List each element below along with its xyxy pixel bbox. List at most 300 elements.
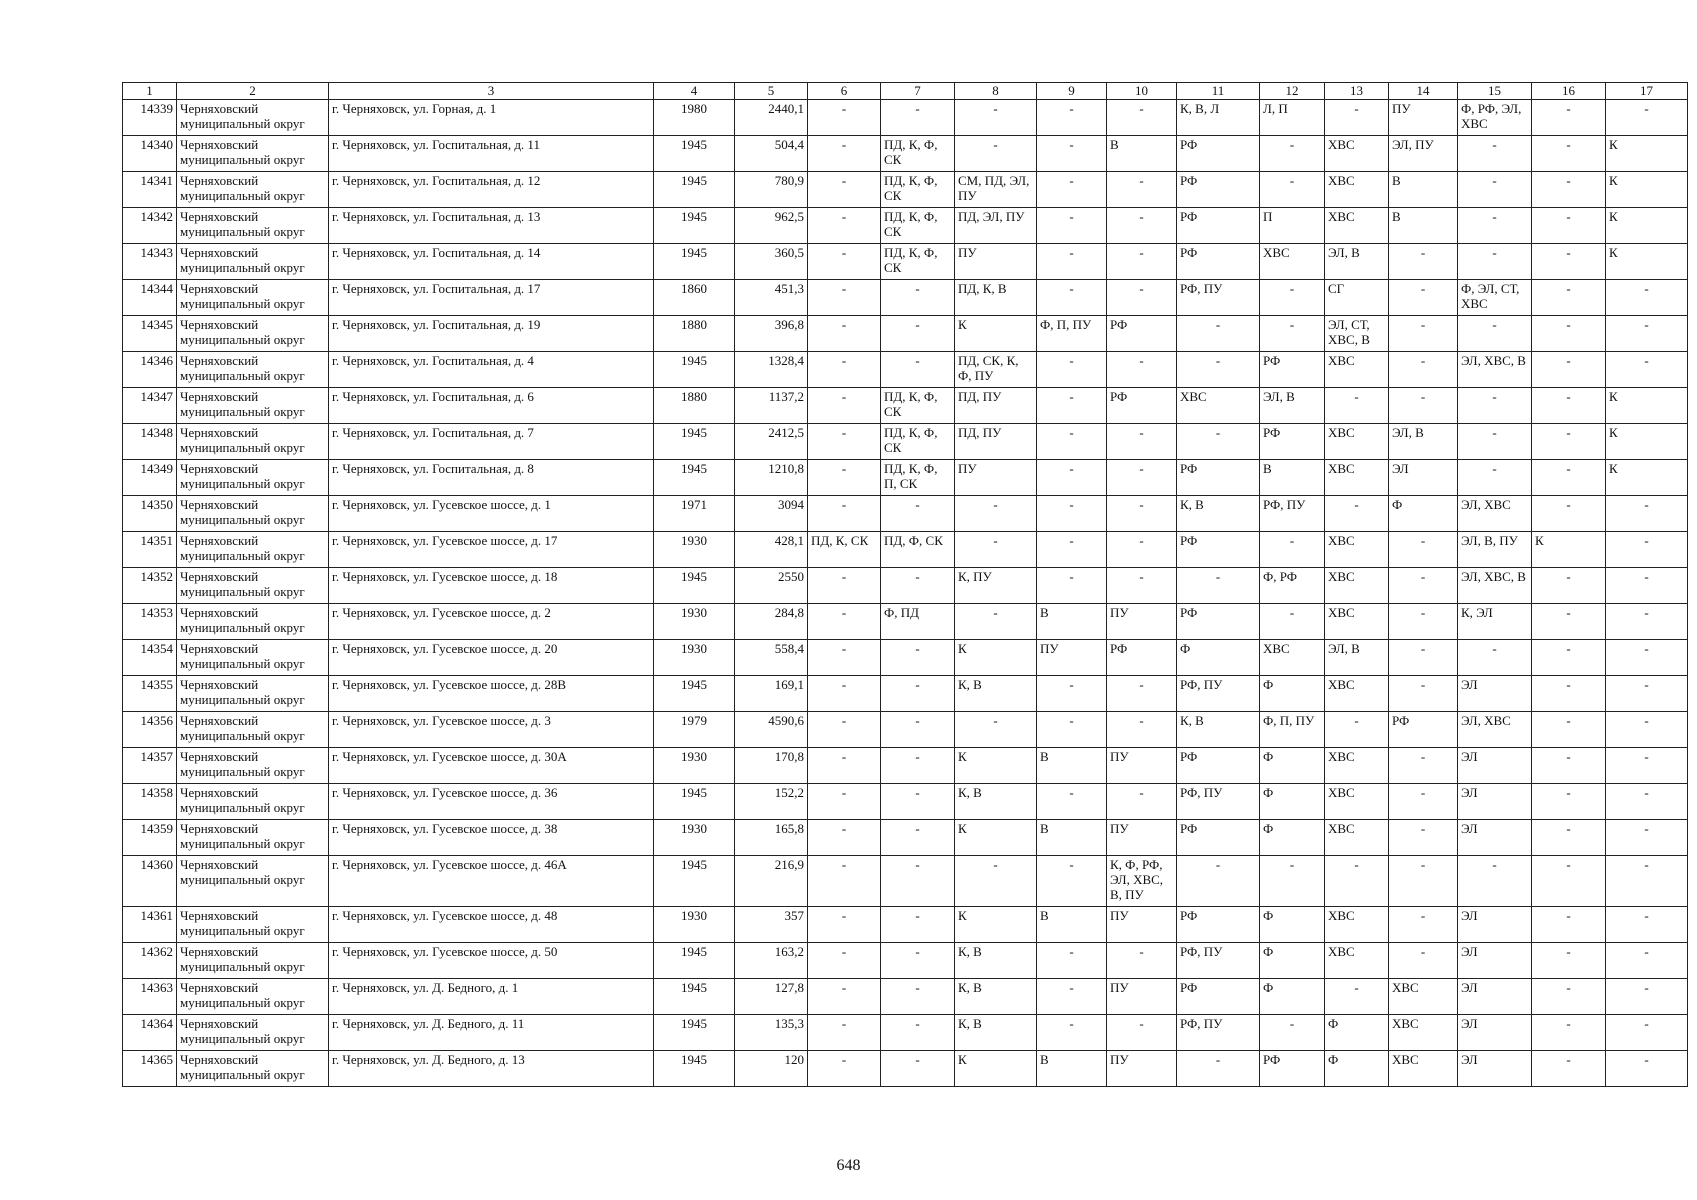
cell-col-16: -: [1532, 1051, 1606, 1087]
cell-col-1: 14346: [123, 352, 177, 388]
cell-col-2: Черняховский муниципальный округ: [177, 388, 329, 424]
cell-col-6: -: [808, 943, 881, 979]
cell-col-7: -: [881, 280, 955, 316]
column-header-5: 5: [735, 83, 808, 100]
cell-col-9: -: [1037, 712, 1107, 748]
cell-col-17: К: [1606, 136, 1688, 172]
cell-col-7: -: [881, 907, 955, 943]
cell-col-1: 14349: [123, 460, 177, 496]
cell-col-9: В: [1037, 604, 1107, 640]
cell-col-11: К, В, Л: [1177, 100, 1260, 136]
cell-col-9: ПУ: [1037, 640, 1107, 676]
cell-col-10: -: [1107, 100, 1177, 136]
cell-col-5: 120: [735, 1051, 808, 1087]
cell-col-9: В: [1037, 748, 1107, 784]
cell-col-3: г. Черняховск, ул. Гусевское шоссе, д. 20: [329, 640, 654, 676]
cell-col-16: -: [1532, 907, 1606, 943]
cell-col-11: РФ: [1177, 979, 1260, 1015]
cell-col-7: ПД, К, Ф, СК: [881, 172, 955, 208]
cell-col-8: ПУ: [955, 244, 1037, 280]
cell-col-16: -: [1532, 136, 1606, 172]
table-row: [123, 1051, 1688, 1087]
cell-col-3: г. Черняховск, ул. Д. Бедного, д. 1: [329, 979, 654, 1015]
cell-col-14: -: [1389, 820, 1458, 856]
cell-col-5: 451,3: [735, 280, 808, 316]
cell-col-6: -: [808, 172, 881, 208]
cell-col-1: 14353: [123, 604, 177, 640]
cell-col-10: ПУ: [1107, 748, 1177, 784]
cell-col-1: 14344: [123, 280, 177, 316]
cell-col-1: 14339: [123, 100, 177, 136]
table-row: [123, 784, 1688, 820]
page-number: 648: [836, 1157, 861, 1174]
cell-col-11: РФ: [1177, 136, 1260, 172]
cell-col-3: г. Черняховск, ул. Гусевское шоссе, д. 38: [329, 820, 654, 856]
cell-col-3: г. Черняховск, ул. Гусевское шоссе, д. 48: [329, 907, 654, 943]
cell-col-8: ПД, К, В: [955, 280, 1037, 316]
cell-col-8: К: [955, 820, 1037, 856]
cell-col-15: -: [1458, 856, 1532, 907]
cell-col-3: г. Черняховск, ул. Горная, д. 1: [329, 100, 654, 136]
cell-col-12: -: [1260, 532, 1325, 568]
cell-col-11: -: [1177, 316, 1260, 352]
cell-col-11: РФ: [1177, 208, 1260, 244]
cell-col-2: Черняховский муниципальный округ: [177, 712, 329, 748]
cell-col-12: П: [1260, 208, 1325, 244]
cell-col-13: ХВС: [1325, 748, 1389, 784]
cell-col-1: 14362: [123, 943, 177, 979]
column-header-10: 10: [1107, 83, 1177, 100]
cell-col-4: 1945: [654, 460, 735, 496]
cell-col-17: К: [1606, 424, 1688, 460]
cell-col-7: -: [881, 1015, 955, 1051]
cell-col-4: 1860: [654, 280, 735, 316]
cell-col-13: ХВС: [1325, 208, 1389, 244]
cell-col-7: -: [881, 820, 955, 856]
cell-col-12: Ф: [1260, 784, 1325, 820]
cell-col-4: 1979: [654, 712, 735, 748]
cell-col-9: -: [1037, 208, 1107, 244]
cell-col-17: -: [1606, 712, 1688, 748]
cell-col-2: Черняховский муниципальный округ: [177, 979, 329, 1015]
cell-col-15: -: [1458, 172, 1532, 208]
cell-col-5: 135,3: [735, 1015, 808, 1051]
cell-col-14: -: [1389, 352, 1458, 388]
cell-col-13: -: [1325, 856, 1389, 907]
cell-col-14: ХВС: [1389, 1015, 1458, 1051]
cell-col-9: -: [1037, 460, 1107, 496]
cell-col-8: К, ПУ: [955, 568, 1037, 604]
cell-col-5: 360,5: [735, 244, 808, 280]
cell-col-5: 163,2: [735, 943, 808, 979]
cell-col-12: -: [1260, 316, 1325, 352]
cell-col-14: -: [1389, 388, 1458, 424]
cell-col-13: ХВС: [1325, 172, 1389, 208]
cell-col-3: г. Черняховск, ул. Д. Бедного, д. 11: [329, 1015, 654, 1051]
cell-col-6: -: [808, 316, 881, 352]
cell-col-12: -: [1260, 136, 1325, 172]
cell-col-9: Ф, П, ПУ: [1037, 316, 1107, 352]
cell-col-12: Ф, П, ПУ: [1260, 712, 1325, 748]
cell-col-10: -: [1107, 172, 1177, 208]
cell-col-7: -: [881, 979, 955, 1015]
cell-col-15: ЭЛ: [1458, 907, 1532, 943]
column-header-2: 2: [177, 83, 329, 100]
cell-col-9: -: [1037, 424, 1107, 460]
cell-col-3: г. Черняховск, ул. Гусевское шоссе, д. 18: [329, 568, 654, 604]
table-row: [123, 316, 1688, 352]
table-row: [123, 979, 1688, 1015]
cell-col-17: -: [1606, 568, 1688, 604]
table-row: [123, 748, 1688, 784]
cell-col-2: Черняховский муниципальный округ: [177, 568, 329, 604]
cell-col-5: 357: [735, 907, 808, 943]
cell-col-12: РФ: [1260, 1051, 1325, 1087]
cell-col-2: Черняховский муниципальный округ: [177, 208, 329, 244]
cell-col-8: -: [955, 856, 1037, 907]
column-header-8: 8: [955, 83, 1037, 100]
cell-col-5: 504,4: [735, 136, 808, 172]
cell-col-9: -: [1037, 979, 1107, 1015]
cell-col-10: -: [1107, 712, 1177, 748]
cell-col-17: К: [1606, 460, 1688, 496]
cell-col-4: 1930: [654, 604, 735, 640]
cell-col-8: -: [955, 496, 1037, 532]
cell-col-7: -: [881, 316, 955, 352]
cell-col-14: В: [1389, 172, 1458, 208]
cell-col-15: ЭЛ: [1458, 784, 1532, 820]
cell-col-4: 1945: [654, 979, 735, 1015]
cell-col-7: ПД, К, Ф, П, СК: [881, 460, 955, 496]
cell-col-12: Л, П: [1260, 100, 1325, 136]
cell-col-11: РФ: [1177, 244, 1260, 280]
cell-col-5: 1137,2: [735, 388, 808, 424]
cell-col-16: -: [1532, 496, 1606, 532]
cell-col-17: -: [1606, 280, 1688, 316]
cell-col-1: 14356: [123, 712, 177, 748]
column-header-16: 16: [1532, 83, 1606, 100]
cell-col-8: К, В: [955, 979, 1037, 1015]
cell-col-12: -: [1260, 280, 1325, 316]
cell-col-1: 14343: [123, 244, 177, 280]
cell-col-14: -: [1389, 280, 1458, 316]
table-row: [123, 568, 1688, 604]
cell-col-9: -: [1037, 496, 1107, 532]
cell-col-15: ЭЛ, ХВС, В: [1458, 352, 1532, 388]
cell-col-13: ХВС: [1325, 136, 1389, 172]
table-row: [123, 244, 1688, 280]
column-header-12: 12: [1260, 83, 1325, 100]
cell-col-10: РФ: [1107, 316, 1177, 352]
cell-col-15: Ф, ЭЛ, СТ, ХВС: [1458, 280, 1532, 316]
cell-col-15: ЭЛ, В, ПУ: [1458, 532, 1532, 568]
cell-col-11: РФ, ПУ: [1177, 280, 1260, 316]
cell-col-9: -: [1037, 676, 1107, 712]
cell-col-2: Черняховский муниципальный округ: [177, 496, 329, 532]
cell-col-17: -: [1606, 1051, 1688, 1087]
cell-col-7: ПД, Ф, СК: [881, 532, 955, 568]
cell-col-2: Черняховский муниципальный округ: [177, 1051, 329, 1087]
table-row: [123, 136, 1688, 172]
cell-col-10: -: [1107, 676, 1177, 712]
cell-col-6: -: [808, 352, 881, 388]
cell-col-4: 1945: [654, 676, 735, 712]
cell-col-1: 14365: [123, 1051, 177, 1087]
cell-col-2: Черняховский муниципальный округ: [177, 856, 329, 907]
cell-col-9: В: [1037, 1051, 1107, 1087]
cell-col-7: ПД, К, Ф, СК: [881, 244, 955, 280]
cell-col-9: -: [1037, 784, 1107, 820]
cell-col-7: -: [881, 496, 955, 532]
cell-col-2: Черняховский муниципальный округ: [177, 424, 329, 460]
cell-col-15: -: [1458, 460, 1532, 496]
cell-col-16: -: [1532, 979, 1606, 1015]
cell-col-13: ЭЛ, СТ, ХВС, В: [1325, 316, 1389, 352]
cell-col-15: -: [1458, 316, 1532, 352]
cell-col-11: ХВС: [1177, 388, 1260, 424]
cell-col-2: Черняховский муниципальный округ: [177, 136, 329, 172]
cell-col-17: -: [1606, 979, 1688, 1015]
cell-col-1: 14363: [123, 979, 177, 1015]
cell-col-4: 1945: [654, 1015, 735, 1051]
cell-col-16: -: [1532, 748, 1606, 784]
cell-col-2: Черняховский муниципальный округ: [177, 784, 329, 820]
cell-col-11: РФ: [1177, 748, 1260, 784]
cell-col-11: РФ: [1177, 907, 1260, 943]
cell-col-16: -: [1532, 604, 1606, 640]
cell-col-8: К: [955, 1051, 1037, 1087]
cell-col-3: г. Черняховск, ул. Госпитальная, д. 8: [329, 460, 654, 496]
cell-col-17: -: [1606, 676, 1688, 712]
cell-col-9: -: [1037, 388, 1107, 424]
cell-col-16: -: [1532, 568, 1606, 604]
cell-col-6: -: [808, 1015, 881, 1051]
cell-col-12: Ф: [1260, 748, 1325, 784]
cell-col-2: Черняховский муниципальный округ: [177, 676, 329, 712]
cell-col-13: -: [1325, 712, 1389, 748]
cell-col-3: г. Черняховск, ул. Гусевское шоссе, д. 28В: [329, 676, 654, 712]
cell-col-1: 14341: [123, 172, 177, 208]
cell-col-14: -: [1389, 568, 1458, 604]
cell-col-2: Черняховский муниципальный округ: [177, 748, 329, 784]
cell-col-15: К, ЭЛ: [1458, 604, 1532, 640]
cell-col-14: ХВС: [1389, 1051, 1458, 1087]
column-header-6: 6: [808, 83, 881, 100]
cell-col-15: ЭЛ: [1458, 1015, 1532, 1051]
cell-col-5: 169,1: [735, 676, 808, 712]
cell-col-9: -: [1037, 1015, 1107, 1051]
cell-col-6: -: [808, 748, 881, 784]
cell-col-13: ХВС: [1325, 676, 1389, 712]
column-header-14: 14: [1389, 83, 1458, 100]
cell-col-3: г. Черняховск, ул. Госпитальная, д. 14: [329, 244, 654, 280]
cell-col-4: 1945: [654, 208, 735, 244]
cell-col-13: ХВС: [1325, 424, 1389, 460]
column-number-row: [123, 83, 1688, 100]
cell-col-7: -: [881, 748, 955, 784]
cell-col-16: -: [1532, 676, 1606, 712]
cell-col-16: -: [1532, 424, 1606, 460]
cell-col-11: РФ, ПУ: [1177, 943, 1260, 979]
table-row: [123, 640, 1688, 676]
cell-col-13: -: [1325, 100, 1389, 136]
table-row: [123, 460, 1688, 496]
cell-col-14: -: [1389, 244, 1458, 280]
cell-col-16: -: [1532, 943, 1606, 979]
column-header-17: 17: [1606, 83, 1688, 100]
cell-col-5: 165,8: [735, 820, 808, 856]
cell-col-10: -: [1107, 1015, 1177, 1051]
cell-col-14: -: [1389, 604, 1458, 640]
cell-col-10: К, Ф, РФ, ЭЛ, ХВС, В, ПУ: [1107, 856, 1177, 907]
cell-col-3: г. Черняховск, ул. Госпитальная, д. 7: [329, 424, 654, 460]
cell-col-5: 216,9: [735, 856, 808, 907]
cell-col-17: -: [1606, 748, 1688, 784]
cell-col-4: 1945: [654, 568, 735, 604]
cell-col-10: ПУ: [1107, 979, 1177, 1015]
cell-col-10: -: [1107, 784, 1177, 820]
cell-col-11: РФ: [1177, 820, 1260, 856]
cell-col-17: К: [1606, 388, 1688, 424]
cell-col-13: ЭЛ, В: [1325, 244, 1389, 280]
cell-col-1: 14357: [123, 748, 177, 784]
cell-col-16: -: [1532, 820, 1606, 856]
cell-col-8: -: [955, 136, 1037, 172]
cell-col-13: -: [1325, 388, 1389, 424]
cell-col-3: г. Черняховск, ул. Гусевское шоссе, д. 2: [329, 604, 654, 640]
cell-col-5: 962,5: [735, 208, 808, 244]
cell-col-5: 2412,5: [735, 424, 808, 460]
cell-col-12: ЭЛ, В: [1260, 388, 1325, 424]
cell-col-1: 14354: [123, 640, 177, 676]
cell-col-7: -: [881, 712, 955, 748]
cell-col-5: 558,4: [735, 640, 808, 676]
cell-col-16: -: [1532, 388, 1606, 424]
cell-col-1: 14342: [123, 208, 177, 244]
cell-col-14: РФ: [1389, 712, 1458, 748]
cell-col-13: ХВС: [1325, 460, 1389, 496]
column-header-9: 9: [1037, 83, 1107, 100]
cell-col-8: -: [955, 604, 1037, 640]
cell-col-7: -: [881, 784, 955, 820]
cell-col-4: 1971: [654, 496, 735, 532]
cell-col-2: Черняховский муниципальный округ: [177, 820, 329, 856]
cell-col-11: Ф: [1177, 640, 1260, 676]
cell-col-4: 1930: [654, 532, 735, 568]
cell-col-6: -: [808, 907, 881, 943]
cell-col-9: В: [1037, 820, 1107, 856]
cell-col-4: 1945: [654, 244, 735, 280]
table-row: [123, 712, 1688, 748]
cell-col-10: РФ: [1107, 640, 1177, 676]
cell-col-14: В: [1389, 208, 1458, 244]
cell-col-12: -: [1260, 856, 1325, 907]
cell-col-14: -: [1389, 856, 1458, 907]
cell-col-17: -: [1606, 532, 1688, 568]
cell-col-10: ПУ: [1107, 1051, 1177, 1087]
table-row: [123, 1015, 1688, 1051]
cell-col-6: ПД, К, СК: [808, 532, 881, 568]
table-row: [123, 820, 1688, 856]
cell-col-6: -: [808, 676, 881, 712]
cell-col-1: 14361: [123, 907, 177, 943]
table-row: [123, 280, 1688, 316]
cell-col-16: -: [1532, 280, 1606, 316]
cell-col-4: 1945: [654, 352, 735, 388]
cell-col-15: ЭЛ, ХВС, В: [1458, 568, 1532, 604]
cell-col-6: -: [808, 208, 881, 244]
cell-col-8: СМ, ПД, ЭЛ, ПУ: [955, 172, 1037, 208]
cell-col-4: 1945: [654, 172, 735, 208]
column-header-7: 7: [881, 83, 955, 100]
cell-col-4: 1980: [654, 100, 735, 136]
cell-col-17: -: [1606, 640, 1688, 676]
cell-col-9: -: [1037, 352, 1107, 388]
cell-col-10: ПУ: [1107, 604, 1177, 640]
cell-col-4: 1945: [654, 856, 735, 907]
cell-col-13: СГ: [1325, 280, 1389, 316]
cell-col-17: -: [1606, 1015, 1688, 1051]
table-row: [123, 532, 1688, 568]
table-row: [123, 604, 1688, 640]
cell-col-1: 14359: [123, 820, 177, 856]
cell-col-13: ХВС: [1325, 907, 1389, 943]
table-body: [123, 100, 1688, 1087]
cell-col-2: Черняховский муниципальный округ: [177, 640, 329, 676]
cell-col-8: ПД, ПУ: [955, 424, 1037, 460]
cell-col-15: ЭЛ: [1458, 820, 1532, 856]
cell-col-6: -: [808, 1051, 881, 1087]
cell-col-12: В: [1260, 460, 1325, 496]
cell-col-2: Черняховский муниципальный округ: [177, 280, 329, 316]
table-row: [123, 172, 1688, 208]
cell-col-12: Ф: [1260, 820, 1325, 856]
cell-col-17: К: [1606, 172, 1688, 208]
cell-col-8: К: [955, 640, 1037, 676]
cell-col-16: -: [1532, 1015, 1606, 1051]
cell-col-7: ПД, К, Ф, СК: [881, 136, 955, 172]
cell-col-15: -: [1458, 388, 1532, 424]
cell-col-15: ЭЛ: [1458, 748, 1532, 784]
cell-col-5: 1328,4: [735, 352, 808, 388]
cell-col-17: К: [1606, 244, 1688, 280]
cell-col-3: г. Черняховск, ул. Госпитальная, д. 13: [329, 208, 654, 244]
cell-col-12: РФ, ПУ: [1260, 496, 1325, 532]
table-row: [123, 856, 1688, 907]
cell-col-7: -: [881, 856, 955, 907]
cell-col-17: -: [1606, 820, 1688, 856]
cell-col-10: -: [1107, 568, 1177, 604]
cell-col-12: Ф: [1260, 907, 1325, 943]
cell-col-17: -: [1606, 907, 1688, 943]
cell-col-8: К, В: [955, 676, 1037, 712]
cell-col-5: 1210,8: [735, 460, 808, 496]
table-row: [123, 676, 1688, 712]
table-row: [123, 100, 1688, 136]
cell-col-16: -: [1532, 784, 1606, 820]
cell-col-11: К, В: [1177, 496, 1260, 532]
cell-col-17: -: [1606, 784, 1688, 820]
cell-col-2: Черняховский муниципальный округ: [177, 172, 329, 208]
cell-col-11: РФ, ПУ: [1177, 1015, 1260, 1051]
cell-col-6: -: [808, 820, 881, 856]
cell-col-11: -: [1177, 352, 1260, 388]
cell-col-7: -: [881, 943, 955, 979]
cell-col-14: -: [1389, 640, 1458, 676]
cell-col-16: -: [1532, 856, 1606, 907]
cell-col-6: -: [808, 568, 881, 604]
cell-col-5: 2550: [735, 568, 808, 604]
